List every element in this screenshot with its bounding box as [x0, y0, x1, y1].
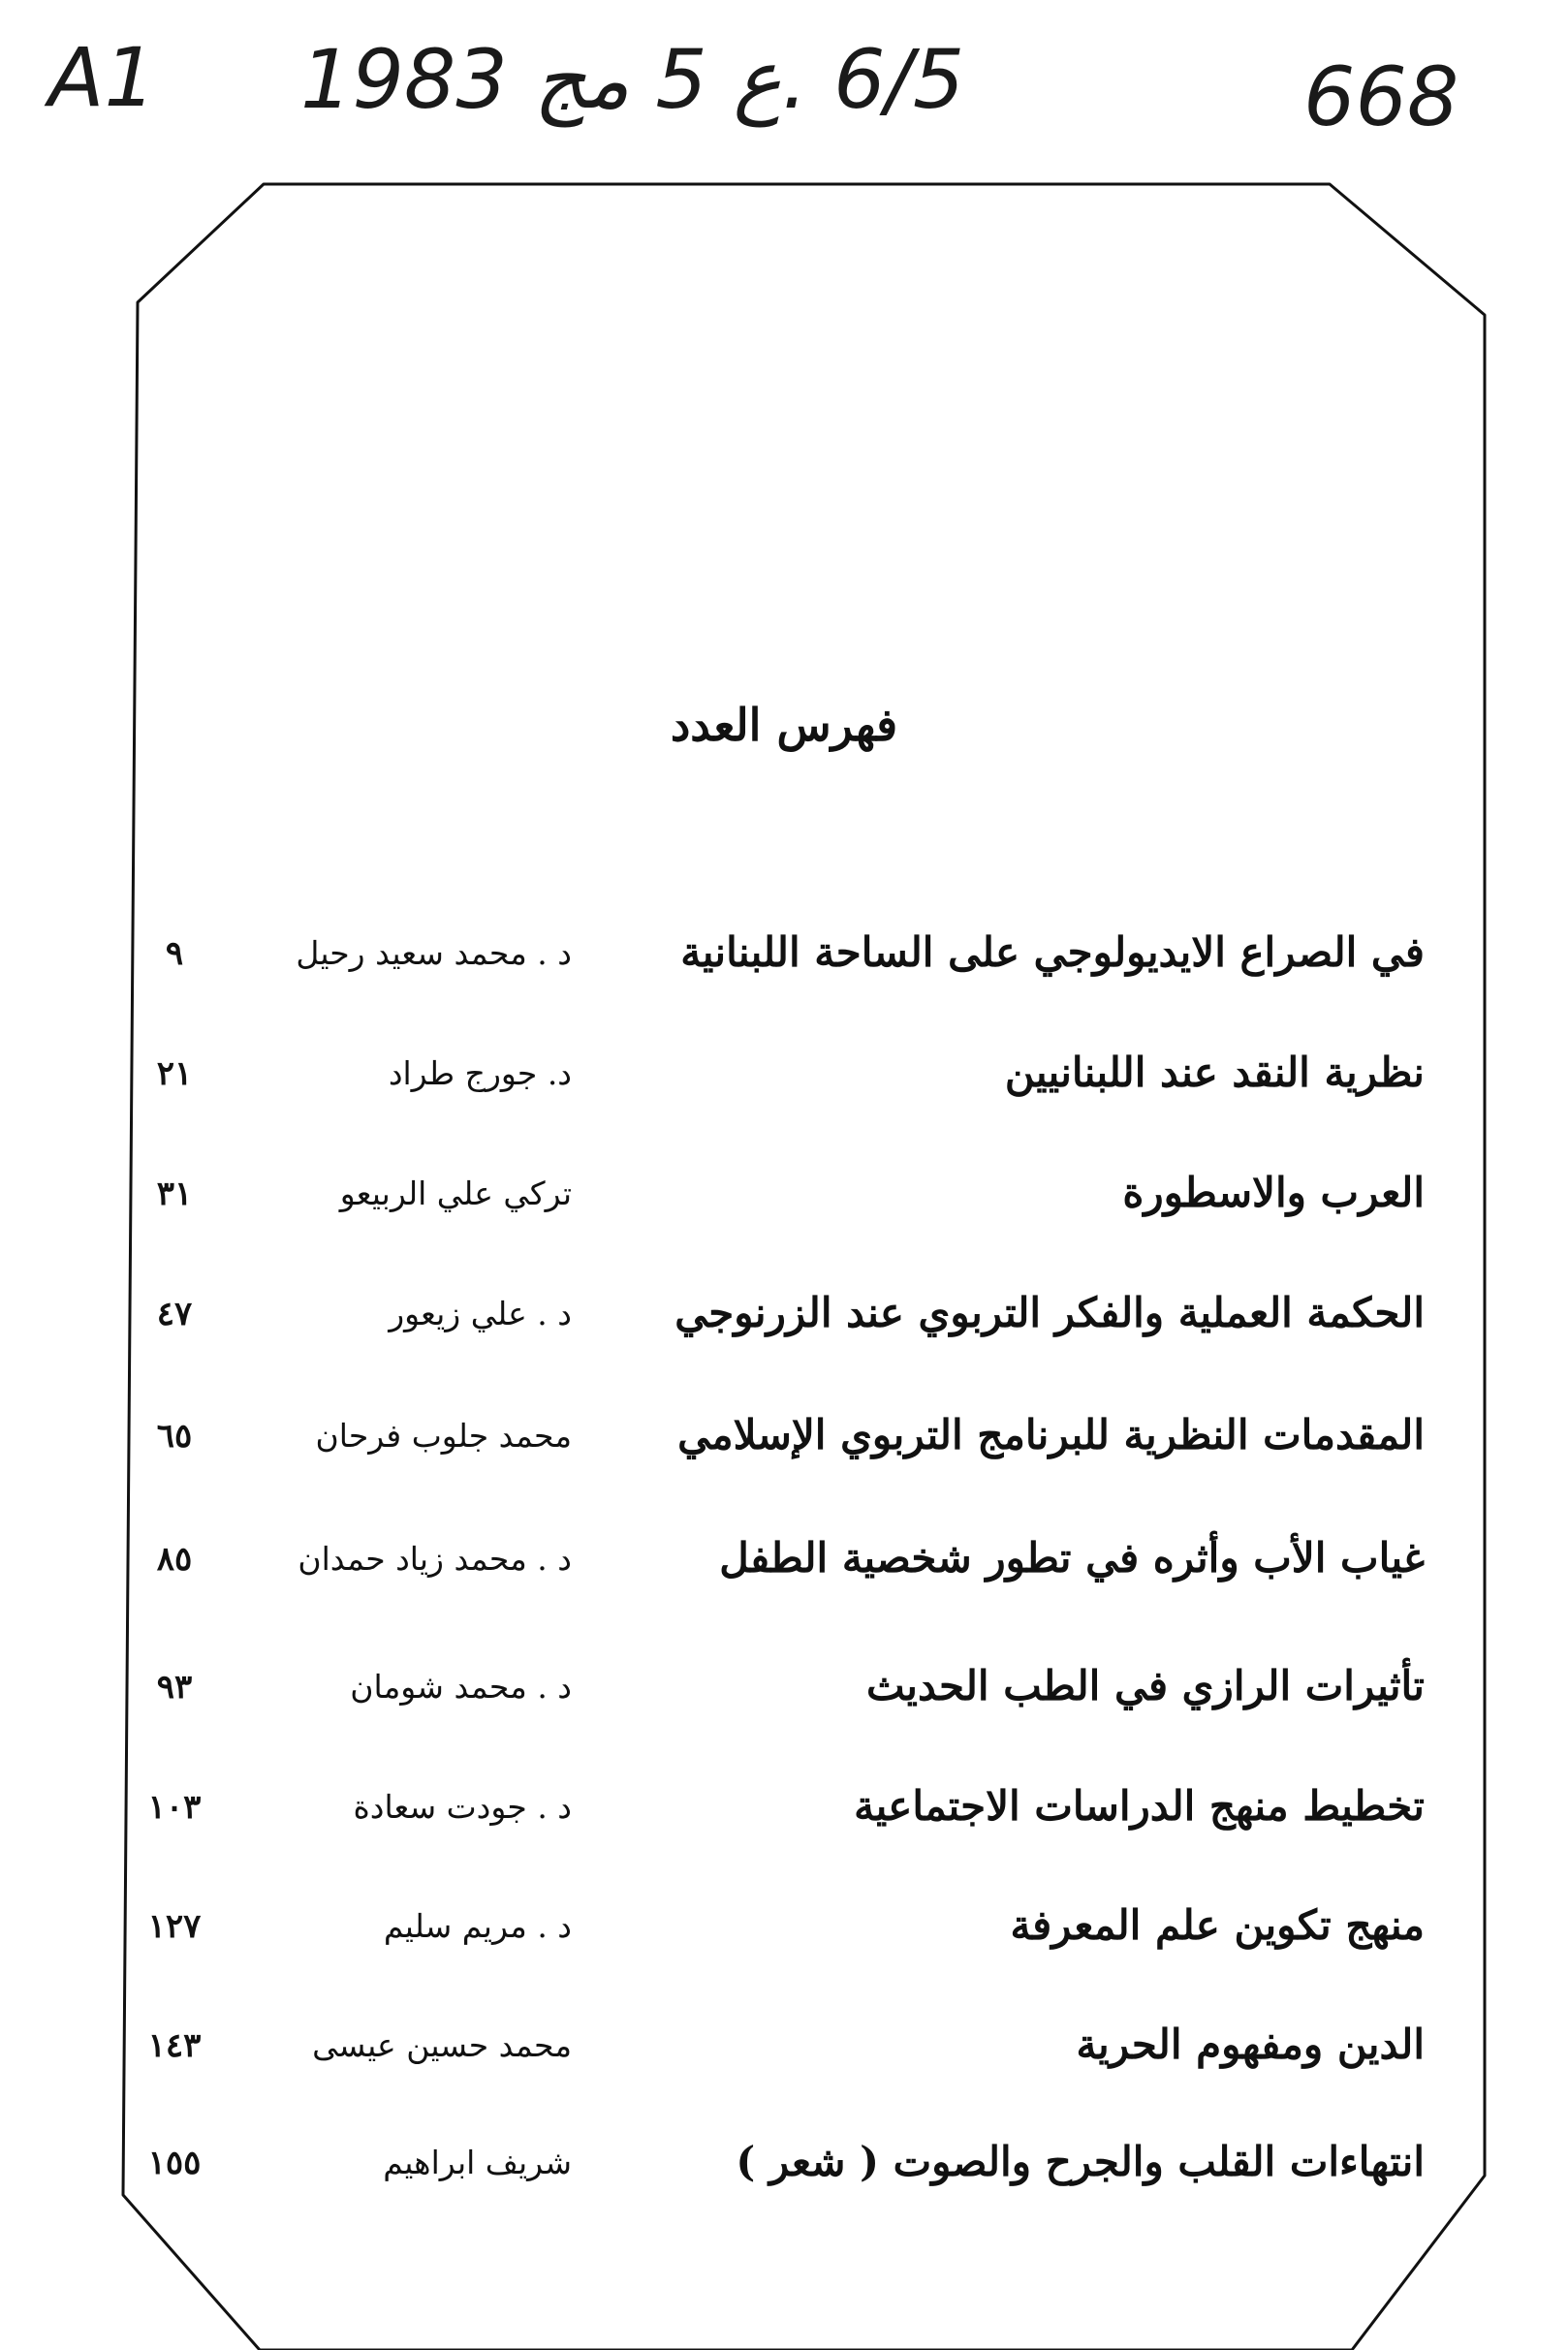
entry-author: د. جورج طراد	[388, 1054, 572, 1092]
entry-title: منهج تكوين علم المعرفة	[1010, 1901, 1425, 1949]
entry-page-number: ٩٣	[156, 1668, 193, 1707]
toc-entry	[116, 2011, 1425, 2079]
entry-author: د . محمد شومان	[350, 1668, 572, 1706]
entry-title: غياب الأب وأثره في تطور شخصية الطفل	[719, 1534, 1425, 1582]
entry-author: شريف ابراهيم	[383, 2144, 572, 2181]
toc-entry	[116, 1159, 1425, 1227]
entry-title: تأثيرات الرازي في الطب الحديث	[866, 1662, 1425, 1709]
toc-title: فهرس العدد	[670, 699, 898, 751]
entry-page-number: ١٢٧	[147, 1907, 202, 1946]
entry-title: نظرية النقد عند اللبنانيين	[1004, 1049, 1425, 1096]
entry-title: الدين ومفهوم الحرية	[1076, 2021, 1425, 2068]
entry-title: في الصراع الايديولوجي على الساحة اللبنانية	[680, 928, 1425, 976]
entry-title: انتهاءات القلب والجرح والصوت ( شعر )	[736, 2138, 1425, 2185]
toc-entry	[116, 1401, 1425, 1469]
entry-page-number: ٨٥	[156, 1540, 193, 1579]
entry-page-number: ٤٧	[156, 1295, 193, 1333]
handwritten-issue-reference: 6/5 .ع 5 مج 1983	[300, 32, 965, 127]
entry-author: تركي علي الربيعو	[339, 1175, 572, 1212]
toc-entry	[116, 1039, 1425, 1107]
entry-page-number: ١٤٣	[147, 2026, 202, 2065]
toc-entry	[116, 1772, 1425, 1840]
entry-author: د . محمد زياد حمدان	[298, 1540, 572, 1578]
toc-entry	[116, 1524, 1425, 1592]
entry-title: المقدمات النظرية للبرنامج التربوي الإسلامي	[677, 1411, 1425, 1458]
handwritten-page-number: 668	[1303, 49, 1459, 144]
toc-entry	[116, 1892, 1425, 1959]
entry-page-number: ٣١	[156, 1175, 193, 1213]
handwritten-label-left: A1	[48, 30, 156, 125]
entry-author: د . مريم سليم	[383, 1907, 572, 1945]
entry-page-number: ١٠٣	[147, 1788, 202, 1827]
toc-entry	[116, 2128, 1425, 2196]
entry-author: د . علي زيعور	[389, 1295, 572, 1332]
entry-title: تخطيط منهج الدراسات الاجتماعية	[854, 1782, 1425, 1830]
entry-page-number: ٦٥	[156, 1417, 193, 1456]
entry-title: العرب والاسطورة	[1122, 1169, 1425, 1216]
toc-entry	[116, 1652, 1425, 1720]
entry-author: محمد جلوب فرحان	[315, 1417, 572, 1455]
toc-entry	[116, 1279, 1425, 1347]
toc-entry	[116, 919, 1425, 987]
entry-page-number: ٢١	[156, 1054, 193, 1093]
entry-author: د . جودت سعادة	[353, 1788, 572, 1826]
entry-page-number: ١٥٥	[147, 2144, 202, 2182]
entry-author: محمد حسين عيسى	[312, 2026, 572, 2064]
entry-page-number: ٩	[165, 934, 184, 973]
entry-title: الحكمة العملية والفكر التربوي عند الزرنوجي	[674, 1289, 1425, 1336]
entry-author: د . محمد سعيد رحيل	[296, 934, 572, 972]
